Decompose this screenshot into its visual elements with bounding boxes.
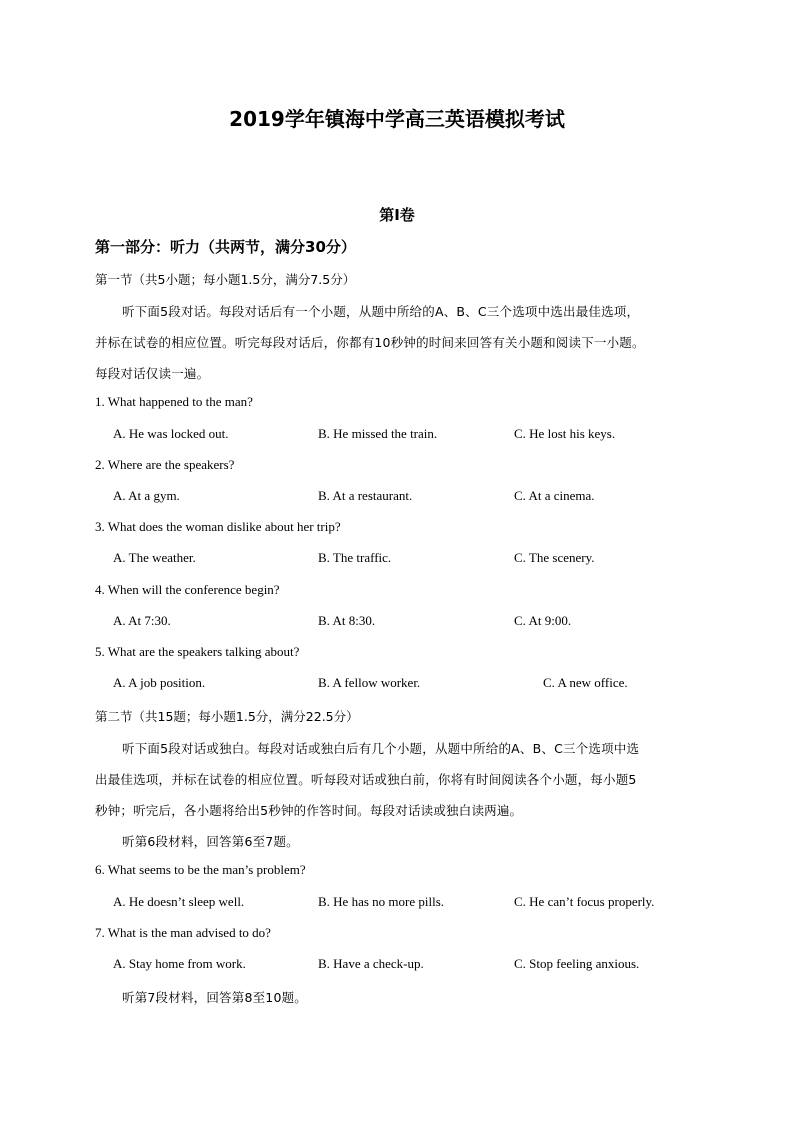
exam-title: 2019学年镇海中学高三英语模拟考试 (229, 107, 565, 131)
option-c: C. The scenery. (514, 550, 595, 565)
option-c: C. Stop feeling anxious. (514, 956, 640, 971)
option-c: C. At 9:00. (514, 613, 572, 628)
volume-heading: 第I卷 (379, 206, 415, 224)
option-a: A. He was locked out. (113, 426, 229, 441)
question-2: 2. Where are the speakers? (95, 457, 235, 472)
question-7: 7. What is the man advised to do? (95, 925, 271, 940)
option-b: B. The traffic. (318, 550, 392, 565)
option-b: B. At 8:30. (318, 613, 376, 628)
section1-heading: 第一节（共5小题；每小题1.5分，满分7.5分） (95, 272, 356, 287)
listen-instruction-7: 听第7段材料，回答第8至10题。 (122, 990, 308, 1005)
question-4: 4. When will the conference begin? (95, 582, 280, 597)
listen-instruction-6: 听第6段材料，回答第6至7题。 (122, 834, 299, 849)
option-a: A. At a gym. (113, 488, 180, 503)
section2-instruction: 听下面5段对话或独白。每段对话或独白后有几个小题，从题中所给的A、B、C三个选项中选 (122, 741, 640, 756)
option-c: C. A new office. (543, 675, 628, 690)
question-1: 1. What happened to the man? (95, 394, 253, 409)
part-heading: 第一部分：听力（共两节，满分30分） (95, 238, 356, 256)
section1-instruction: 听下面5段对话。每段对话后有一个小题，从题中所给的A、B、C三个选项中选出最佳选项， (122, 304, 640, 319)
option-b: B. At a restaurant. (318, 488, 413, 503)
option-a: A. A job position. (113, 675, 206, 690)
section1-instruction: 并标在试卷的相应位置。听完每段对话后，你都有10秒钟的时间来回答有关小题和阅读下一小题。 (95, 335, 645, 350)
section2-instruction: 秒钟；听完后，各小题将给出5秒钟的作答时间。每段对话读或独白读两遍。 (95, 803, 523, 818)
option-b: B. A fellow worker. (318, 675, 421, 690)
option-c: C. He can’t focus properly. (514, 894, 655, 909)
option-a: A. Stay home from work. (113, 956, 246, 971)
question-5: 5. What are the speakers talking about? (95, 644, 300, 659)
section1-instruction: 每段对话仅读一遍。 (95, 366, 210, 381)
option-a: A. He doesn’t sleep well. (113, 894, 245, 909)
question-3: 3. What does the woman dislike about her trip? (95, 519, 341, 534)
section2-instruction: 出最佳选项，并标在试卷的相应位置。听每段对话或独白前，你将有时间阅读各个小题，每小题5 (95, 772, 637, 787)
option-a: A. The weather. (113, 550, 196, 565)
option-b: B. He missed the train. (318, 426, 438, 441)
option-a: A. At 7:30. (113, 613, 171, 628)
section2-heading: 第二节（共15题；每小题1.5分，满分22.5分） (95, 709, 359, 724)
option-c: C. He lost his keys. (514, 426, 616, 441)
question-6: 6. What seems to be the man’s problem? (95, 862, 306, 877)
option-c: C. At a cinema. (514, 488, 595, 503)
option-b: B. Have a check-up. (318, 956, 424, 971)
option-b: B. He has no more pills. (318, 894, 445, 909)
